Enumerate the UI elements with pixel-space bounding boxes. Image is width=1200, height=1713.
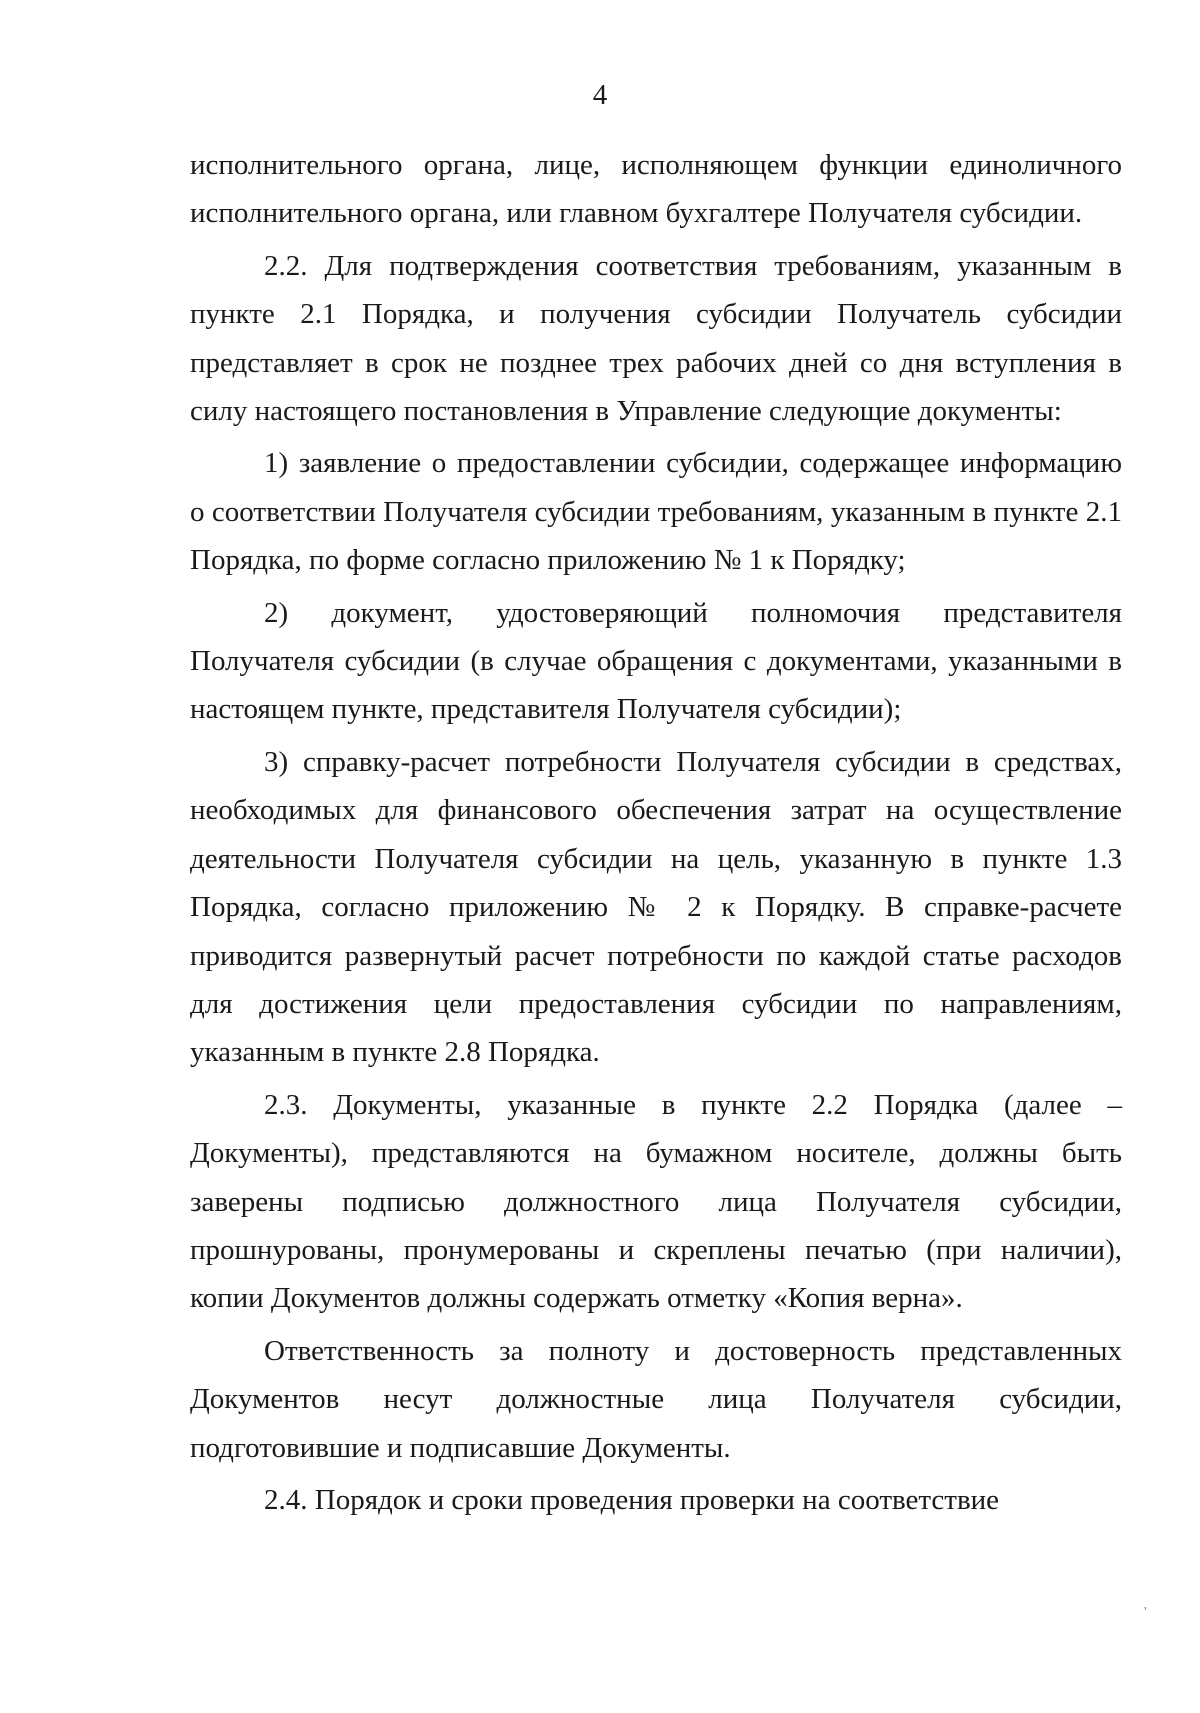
paragraph-2-3: 2.3. Документы, указанные в пункте 2.2 Порядка (далее – Документы), представляются на бумажном носителе, должны быть заверены подписью должностного лица Получателя субсидии, прошнурованы, пронумерованы и скреплены печатью (при наличии), копии Документов должны содержать отметку «Копия верна». — [190, 1088, 1122, 1315]
paragraph-item-2: 2) документ, удостоверяющий полномочия представителя Получателя субсидии (в случае обращения с документами, указанными в настоящем пункте, представителя Получателя субсидии); — [190, 596, 1122, 726]
paragraph-responsibility: Ответственность за полноту и достоверность представленных Документов несут должностные лица Получателя субсидии, подготовившие и подписавшие Документы. — [190, 1334, 1122, 1464]
paragraph-2-4: 2.4. Порядок и сроки проведения проверки на соответствие — [264, 1483, 1000, 1516]
paragraph-item-1: 1) заявление о предоставлении субсидии, содержащее информацию о соответствии Получателя субсидии требованиям, указанным в пункте 2.1 Порядка, по форме согласно приложению № 1 к Порядку; — [190, 447, 1122, 577]
paragraph-2-2: 2.2. Для подтверждения соответствия требованиям, указанным в пункте 2.1 Порядка, и получения субсидии Получатель субсидии представляет в срок не позднее трех рабочих дней со дня вступления в силу настоящего постановления в Управление следующие документы: — [190, 249, 1122, 428]
document-body — [190, 141, 1122, 1524]
page-number: 4 — [592, 79, 608, 111]
paragraph-item-3: 3) справку-расчет потребности Получателя субсидии в средствах, необходимых для финансового обеспечения затрат на осуществление деятельности Получателя субсидии на цель, указанную в пункте 1.3 Порядка, согласно приложению № 2 к Порядку. В справке-расчете приводится развернутый расчет потребности по каждой статье расходов для достижения цели предоставления субсидии по направлениям, указанным в пункте 2.8 Порядка. — [190, 745, 1122, 1069]
paragraph-continuation: исполнительного органа, лице, исполняющем функции единоличного исполнительного органа, или главном бухгалтере Получателя субсидии. — [190, 149, 1122, 230]
corner-mark: ʾ — [1143, 1606, 1148, 1621]
